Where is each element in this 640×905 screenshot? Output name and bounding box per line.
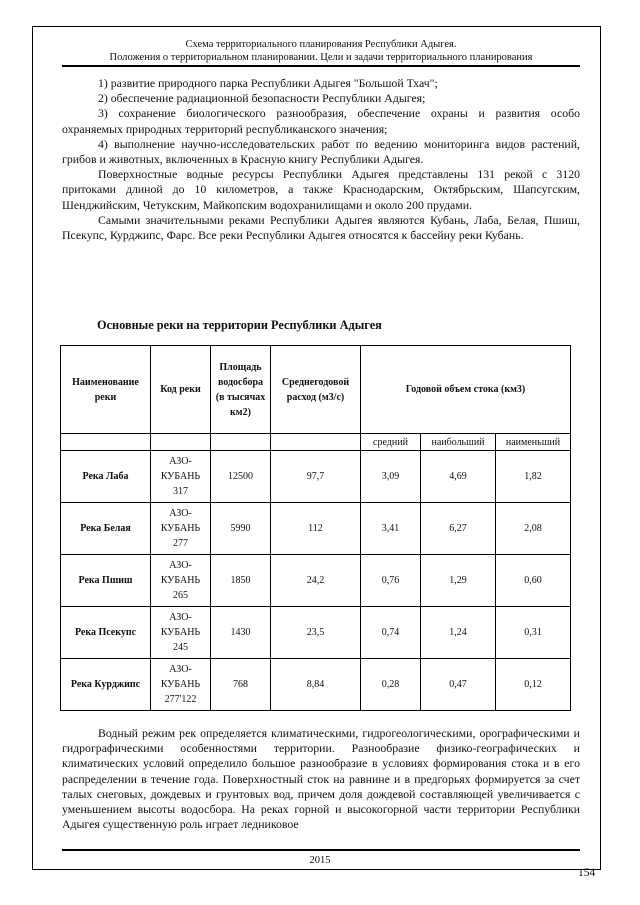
header-code: Код реки	[151, 346, 211, 434]
page-number: 154	[578, 867, 596, 879]
table-header-row	[61, 346, 571, 434]
river-area: 1850	[211, 555, 271, 607]
section-title: Основные реки на территории Республики Адыгея	[97, 318, 382, 332]
river-name: Река Псекупс	[61, 607, 151, 659]
river-code: АЗО- КУБАНЬ 277	[151, 503, 211, 555]
river-min: 2,08	[496, 503, 571, 555]
header-rule	[62, 65, 580, 67]
table-row	[61, 607, 571, 659]
paragraph: 4) выполнение научно-исследовательских работ по ведению мониторинга видов растений, грибов и животных, включенных в Красную книгу Республики Адыгея.	[62, 136, 580, 167]
river-area: 768	[211, 659, 271, 711]
header-name: Наименование реки	[61, 346, 151, 434]
table-row	[61, 555, 571, 607]
river-area: 1430	[211, 607, 271, 659]
river-code: АЗО- КУБАНЬ 317	[151, 451, 211, 503]
running-header	[62, 38, 580, 64]
paragraph: Водный режим рек определяется климатическими, гидрогеологическими, орографическими и гидрографическими особенностями территории. Разнообразие физико-географических и климатических условий определило большое разнообразие в условиях формирования стока и в его распределении в течение года. Поверхностный сток на равнине и в предгорьях формируется за счет талых снеговых, дождевых и грунтовых вод, причем доля дождевой составляющей увеличивается с уменьшением высоты водосбора. На реках горной и высокогорной части территории Республики Адыгея существенную роль играет ледниковое	[62, 726, 580, 832]
river-flow: 8,84	[271, 659, 361, 711]
river-flow: 23,5	[271, 607, 361, 659]
river-avg: 0,74	[361, 607, 421, 659]
river-name: Река Пшиш	[61, 555, 151, 607]
intro-text	[62, 76, 580, 243]
river-flow: 112	[271, 503, 361, 555]
river-min: 0,60	[496, 555, 571, 607]
paragraph: Поверхностные водные ресурсы Республики Адыгея представлены 131 рекой с 3120 притоками длиной до 10 километров, а также Краснодарским, Октябрьским, Шапсугским, Шенджийским, Четукским, Майкопским водохранилищами и около 200 прудами.	[62, 167, 580, 212]
river-max: 1,24	[421, 607, 496, 659]
header-line-1: Схема территориального планирования Республики Адыгея.	[185, 39, 457, 50]
river-name: Река Лаба	[61, 451, 151, 503]
subheader-avg: средний	[361, 434, 421, 451]
river-code: АЗО- КУБАНЬ 277'122	[151, 659, 211, 711]
river-area: 12500	[211, 451, 271, 503]
river-max: 6,27	[421, 503, 496, 555]
header-runoff: Годовой объем стока (км3)	[361, 346, 571, 434]
river-area: 5990	[211, 503, 271, 555]
paragraph: 1) развитие природного парка Республики Адыгея "Большой Тхач";	[98, 76, 438, 90]
river-avg: 3,41	[361, 503, 421, 555]
river-min: 0,12	[496, 659, 571, 711]
river-name: Река Белая	[61, 503, 151, 555]
header-line-2: Положения о территориальном планировании. Цели и задачи территориального планирования	[109, 52, 533, 63]
river-flow: 24,2	[271, 555, 361, 607]
subheader-min: наименьший	[496, 434, 571, 451]
paragraph: Самыми значительными реками Республики Адыгея являются Кубань, Лаба, Белая, Пшиш, Псекупс, Курджипс, Фарс. Все реки Республики Адыгея относятся к бассейну реки Кубань.	[62, 212, 580, 243]
river-avg: 0,28	[361, 659, 421, 711]
river-code: АЗО- КУБАНЬ 265	[151, 555, 211, 607]
footer-year: 2015	[309, 855, 331, 866]
table-subheader-row	[61, 434, 571, 451]
river-name: Река Курджипс	[61, 659, 151, 711]
river-avg: 0,76	[361, 555, 421, 607]
river-flow: 97,7	[271, 451, 361, 503]
river-code: АЗО- КУБАНЬ 245	[151, 607, 211, 659]
river-avg: 3,09	[361, 451, 421, 503]
table-row	[61, 503, 571, 555]
table-row	[61, 451, 571, 503]
river-max: 1,29	[421, 555, 496, 607]
footer-rule	[62, 849, 580, 851]
outro-text	[62, 726, 580, 832]
paragraph: 3) сохранение биологического разнообразия, обеспечение охраны и развития особо охраняемых природных территорий республиканского значения;	[62, 106, 580, 136]
paragraph: 2) обеспечение радиационной безопасности Республики Адыгея;	[98, 91, 426, 106]
header-area: Площадь водосбора (в тысячах км2)	[211, 346, 271, 434]
header-flow: Среднегодовой расход (м3/с)	[271, 346, 361, 434]
river-max: 4,69	[421, 451, 496, 503]
table-row	[61, 659, 571, 711]
river-min: 1,82	[496, 451, 571, 503]
subheader-max: наибольший	[421, 434, 496, 451]
rivers-table	[60, 345, 571, 711]
river-min: 0,31	[496, 607, 571, 659]
river-max: 0,47	[421, 659, 496, 711]
